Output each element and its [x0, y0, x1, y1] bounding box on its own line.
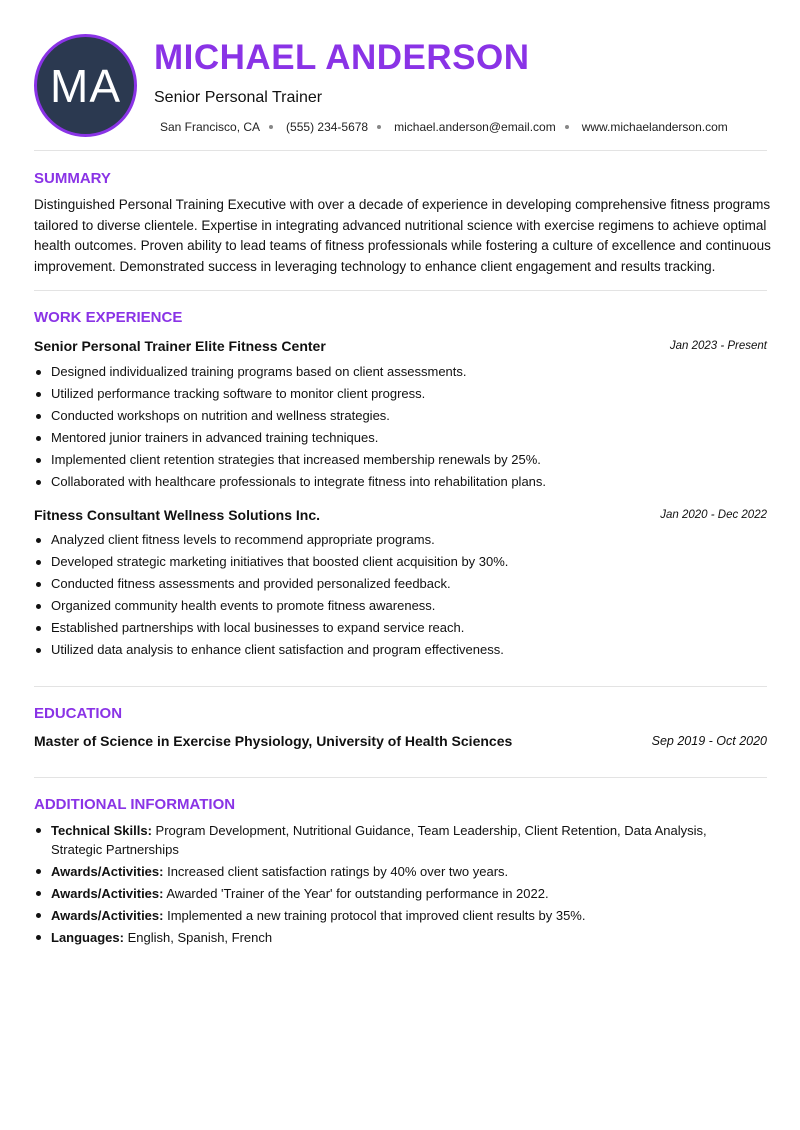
- list-item: Collaborated with healthcare professionals to integrate fitness into rehabilitation plans.: [51, 471, 771, 493]
- list-item: Established partnerships with local businesses to expand service reach.: [51, 617, 771, 639]
- list-item: Conducted fitness assessments and provided personalized feedback.: [51, 573, 771, 595]
- list-item: Designed individualized training programs based on client assessments.: [51, 361, 771, 383]
- info-label: Awards/Activities:: [51, 908, 164, 923]
- additional-heading: ADDITIONAL INFORMATION: [34, 796, 236, 813]
- resume-header: [34, 34, 767, 138]
- separator-dot: [269, 125, 273, 129]
- job-role: Fitness Consultant Wellness Solutions Inc.: [34, 507, 321, 523]
- contact-website[interactable]: www.michaelanderson.com: [581, 120, 728, 134]
- list-item: Mentored junior trainers in advanced training techniques.: [51, 427, 771, 449]
- list-item: Organized community health events to promote fitness awareness.: [51, 595, 771, 617]
- list-item: Utilized performance tracking software to monitor client progress.: [51, 383, 771, 405]
- contact-location: San Francisco, CA: [160, 120, 261, 134]
- list-item: [51, 884, 751, 903]
- candidate-title: Senior Personal Trainer: [154, 89, 323, 106]
- divider: [34, 150, 767, 151]
- avatar-initials: MA: [50, 59, 121, 112]
- list-item: [51, 906, 751, 925]
- divider: [34, 686, 767, 687]
- job-dates: Jan 2020 - Dec 2022: [660, 509, 767, 521]
- info-label: Languages:: [51, 930, 124, 945]
- divider: [34, 777, 767, 778]
- separator-dot: [377, 125, 381, 129]
- list-item: [51, 862, 751, 881]
- divider: [34, 290, 767, 291]
- candidate-name: MICHAEL ANDERSON: [154, 38, 530, 77]
- education-entry: [34, 733, 767, 751]
- contact-email[interactable]: michael.anderson@email.com: [394, 120, 556, 134]
- list-item: Analyzed client fitness levels to recommend appropriate programs.: [51, 529, 771, 551]
- info-label: Awards/Activities:: [51, 886, 164, 901]
- list-item: Conducted workshops on nutrition and wellness strategies.: [51, 405, 771, 427]
- job-role: Senior Personal Trainer Elite Fitness Center: [34, 338, 326, 354]
- education-heading: EDUCATION: [34, 705, 123, 722]
- education-dates: Sep 2019 - Oct 2020: [651, 734, 767, 748]
- job-bullets: [51, 529, 771, 661]
- list-item: [51, 928, 751, 947]
- summary-heading: SUMMARY: [34, 170, 111, 187]
- contact-line: [160, 120, 728, 134]
- contact-phone: (555) 234-5678: [286, 120, 369, 134]
- job-dates: Jan 2023 - Present: [669, 340, 767, 352]
- education-degree: Master of Science in Exercise Physiology, University of Health Sciences: [34, 733, 513, 749]
- info-text: Increased client satisfaction ratings by 40% over two years.: [167, 864, 509, 879]
- separator-dot: [565, 125, 569, 129]
- additional-list: [51, 821, 751, 950]
- list-item: [51, 821, 751, 859]
- list-item: Utilized data analysis to enhance client satisfaction and program effectiveness.: [51, 639, 771, 661]
- avatar: [34, 34, 137, 137]
- info-text: Program Development, Nutritional Guidance, Team Leadership, Client Retention, Data Analysis, Strategic Partnerships: [51, 823, 707, 857]
- experience-heading: WORK EXPERIENCE: [34, 309, 183, 326]
- info-text: Awarded 'Trainer of the Year' for outstanding performance in 2022.: [166, 886, 549, 901]
- job-header: [34, 338, 767, 356]
- list-item: Developed strategic marketing initiatives that boosted client acquisition by 30%.: [51, 551, 771, 573]
- job-bullets: [51, 361, 771, 493]
- info-label: Technical Skills:: [51, 823, 152, 838]
- job-header: [34, 507, 767, 525]
- info-label: Awards/Activities:: [51, 864, 164, 879]
- list-item: Implemented client retention strategies that increased membership renewals by 25%.: [51, 449, 771, 471]
- info-text: Implemented a new training protocol that improved client results by 35%.: [167, 908, 586, 923]
- summary-text: Distinguished Personal Training Executive with over a decade of experience in developing comprehensive fitness programs tailored to diverse clientele. Expertise in integrating advanced nutritional science with exercise regimens to achieve optimal health outcomes. Proven ability to lead teams of fitness professionals while fostering a culture of excellence and continuous improvement. Demonstrated success in leveraging technology to enhance client engagement and results tracking.: [34, 197, 771, 274]
- info-text: English, Spanish, French: [127, 930, 273, 945]
